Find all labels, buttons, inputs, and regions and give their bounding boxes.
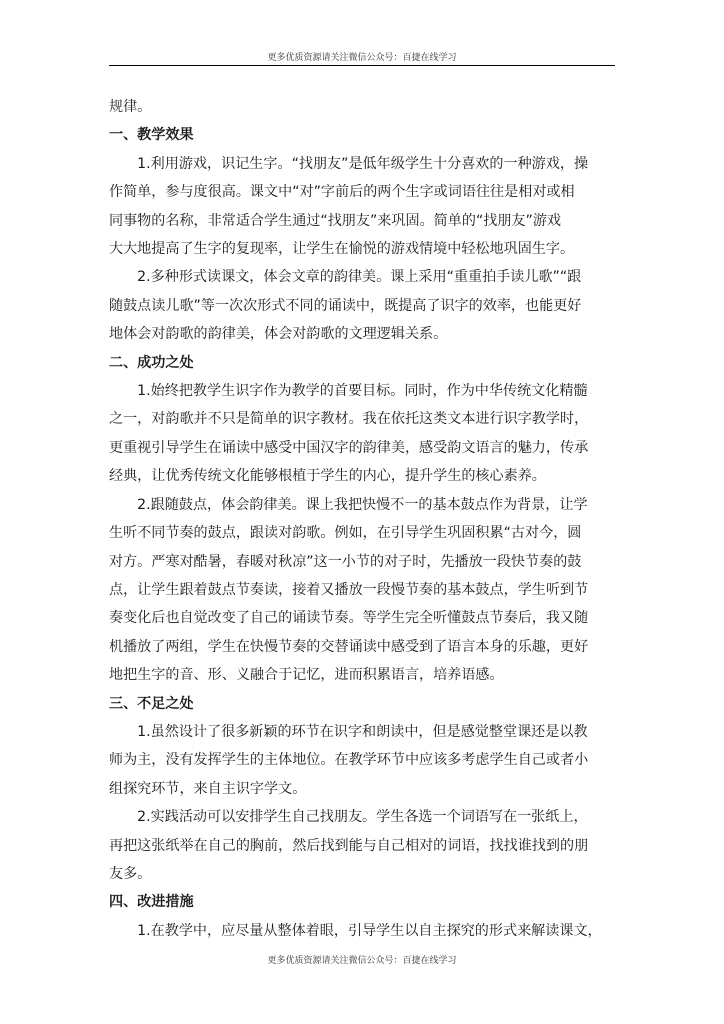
line-short-2b: 再把这张纸举在自己的胸前，然后找到能与自己相对的词语，找找谁找到的朋	[109, 837, 589, 854]
line-effect-2c: 地体会对韵歌的韵律美，体会对韵歌的文理逻辑关系。	[109, 326, 448, 343]
line-effect-1b: 作简单，参与度很高。课文中“对”字前后的两个生字或词语往往是相对或相	[109, 184, 575, 201]
line-short-2a: 2.实践活动可以安排学生自己找朋友。学生各选一个词语写在一张纸上，	[109, 809, 588, 826]
line-success-1b: 之一，对韵歌并不只是简单的识字教材。我在依托这类文本进行识字教学时，	[109, 411, 589, 428]
header-divider	[109, 65, 615, 66]
line-effect-1a: 1.利用游戏，识记生字。“找朋友”是低年级学生十分喜欢的一种游戏，操	[109, 155, 589, 172]
page-header-text: 更多优质资源请关注微信公众号：百捷在线学习	[267, 53, 457, 63]
line-short-1c: 组探究环节，来自主识字学文。	[109, 780, 307, 797]
line-effect-1d: 大大地提高了生字的复现率，让学生在愉悦的游戏情境中轻松地巩固生字。	[109, 241, 575, 258]
line-success-1d: 经典，让优秀传统文化能够根植于学生的内心，提升学生的核心素养。	[109, 468, 546, 485]
line-success-2a: 2.跟随鼓点，体会韵律美。课上我把快慢不一的基本鼓点作为背景，让学	[109, 496, 588, 513]
line-success-1c: 更重视引导学生在诵读中感受中国汉字的韵律美，感受韵文语言的魅力，传承	[109, 439, 589, 456]
line-effect-2a: 2.多种形式读课文，体会文章的韵律美。课上采用“重重拍手读儿歌”“跟	[109, 269, 582, 286]
line-success-1a: 1.始终把教学生识字作为教学的首要目标。同时，作为中华传统文化精髓	[109, 383, 588, 400]
heading-shortcomings: 三、不足之处	[109, 695, 194, 712]
line-short-1b: 师为主，没有发挥学生的主体地位。在教学环节中应该多考虑学生自己或者小	[109, 752, 589, 769]
line-success-2c: 对方。严寒对酷暑，春暖对秋凉”这一小节的对子时，先播放一段快节奏的鼓	[109, 553, 582, 570]
line-short-1a: 1.虽然设计了很多新颖的环节在识字和朗读中，但是感觉整堂课还是以教	[109, 723, 588, 740]
line-effect-1c: 同事物的名称，非常适合学生通过“找朋友”来巩固。简单的“找朋友”游戏	[109, 212, 562, 229]
line-success-2d: 点，让学生跟着鼓点节奏读，接着又播放一段慢节奏的基本鼓点，学生听到节	[109, 581, 589, 598]
heading-successes: 二、成功之处	[109, 354, 194, 371]
line-short-2c: 友多。	[109, 865, 152, 882]
line-success-2e: 奏变化后也自觉改变了自己的诵读节奏。等学生完全听懂鼓点节奏后，我又随	[109, 610, 589, 627]
line-success-2b: 生听不同节奏的鼓点，跟读对韵歌。例如，在引导学生巩固积累“古对今，圆	[109, 525, 582, 542]
line-success-2f: 机播放了两组，学生在快慢节奏的交替诵读中感受到了语言本身的乐趣，更好	[109, 638, 589, 655]
document-body	[109, 93, 615, 945]
line-continuation: 规律。	[109, 99, 152, 115]
heading-improvements: 四、改进措施	[109, 894, 194, 911]
line-success-2g: 地把生字的音、形、义融合于记忆，进而积累语言，培养语感。	[109, 667, 504, 684]
line-effect-2b: 随鼓点读儿歌”等一次次形式不同的诵读中，既提高了识字的效率，也能更好	[109, 297, 582, 314]
page-footer-text: 更多优质资源请关注微信公众号：百捷在线学习	[267, 956, 457, 966]
heading-teaching-effect: 一、教学效果	[109, 127, 194, 144]
line-improve-1a: 1.在教学中，应尽量从整体着眼，引导学生以自主探究的形式来解读课文，	[109, 922, 602, 939]
